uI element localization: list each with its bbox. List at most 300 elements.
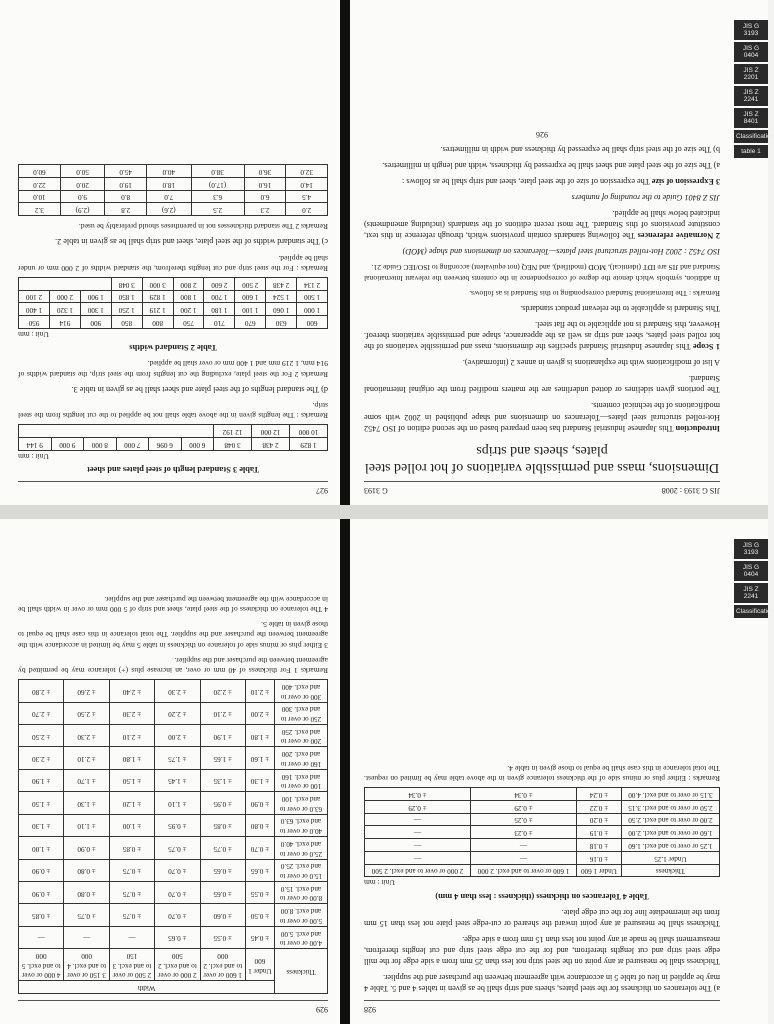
page-928: [346, 519, 774, 1024]
table-cell: 50.0: [60, 165, 105, 178]
table-cell: ± 0.65: [200, 882, 245, 904]
page-code: G 3193: [364, 486, 388, 495]
table-row: [19, 882, 328, 904]
table-cell: ± 0.60: [200, 904, 245, 926]
table-cell: ± 0.70: [245, 837, 274, 859]
table-cell: 7 000: [116, 438, 148, 451]
table-cell: 4.00 or over to and excl. 5.00: [274, 926, 327, 948]
table-cell: ± 2.60: [64, 680, 109, 702]
table-cell: ± 0.23: [471, 826, 577, 839]
table-cell: [19, 425, 214, 438]
width-remark: Remarks : For the steel strip and cut lengths therefrom, the standard widths of 2 000 mm or under shall be applied.: [18, 253, 328, 273]
table-row: [365, 839, 720, 852]
intro-3: A list of modifications with the explanations is given in annex 2 (informative).: [462, 358, 720, 368]
table-cell: 32.0: [286, 165, 328, 178]
table-cell: ± 0.65: [200, 859, 245, 881]
table3: [18, 424, 328, 450]
expr-text: The expression of size of the steel plate, sheet and strip shall be as follows :: [401, 176, 650, 186]
measure-1: Thickness shall be measured at any point on the steel strip not less than 25 mm from a side edge for the mill edge steel strip and cut lengths therefrom, and for the cut edge steel strip and cut lengths therefrom, measurement shall be made at any point not less than 15 mm from a side edge.: [364, 934, 720, 967]
table-cell: 40.0: [147, 165, 192, 178]
page-divider: [0, 505, 768, 519]
table-row: [19, 438, 328, 451]
table4: [364, 787, 720, 877]
table-cell: 2.50 or over to and excl. 3.15: [621, 800, 719, 813]
table-cell: ± 0.85: [109, 837, 154, 859]
expr-a: a) The size of the steel plate and sheet shall be expressed by thickness, width and length in millimetres.: [382, 160, 720, 170]
table-cell: ± 0.95: [200, 792, 245, 814]
table-cell: ± 2.20: [155, 702, 200, 724]
table-cell: ± 0.50: [245, 904, 274, 926]
table-cell: 2.8: [105, 203, 147, 216]
table-cell: ± 0.80: [64, 882, 109, 904]
table-row: [19, 904, 328, 926]
table-row: [19, 203, 328, 216]
table3-unit: Unit : mm: [18, 451, 49, 461]
table-cell: ± 0.55: [200, 926, 245, 948]
table-cell: ± 0.90: [245, 792, 274, 814]
table-row: [19, 769, 328, 791]
table-cell: 670: [235, 316, 266, 329]
table-cell: ± 0.24: [577, 788, 622, 801]
table-cell: 1 320: [49, 303, 80, 316]
table-row: [19, 290, 328, 303]
table-cell: 3.15 or over to and excl. 4.00: [621, 788, 719, 801]
standard-header: JIS G 3193 : 2008: [661, 486, 720, 495]
table-cell: ± 2.50: [19, 724, 64, 746]
table-row: [19, 814, 328, 836]
table-cell: 950: [19, 316, 50, 329]
intro-2: The portions given sidelines or dotted underlines are the matters modified from the original International Standard.: [364, 374, 720, 395]
table-row: [19, 177, 328, 190]
table-cell: 63.0 or over to and excl. 100: [274, 792, 327, 814]
remark-1b: In addition, symbols which denote the degree of correspondence in the contents between the relevant International Standard and JIS are IDT (identical), MOD (modified), and NEQ (not equivalent) according to ISO/IEC Guide 21.: [364, 263, 720, 283]
table-cell: 100 or over to and excl. 160: [274, 769, 327, 791]
table-cell: 14.0: [286, 177, 328, 190]
remark-4: 4 The tolerance on thickness of the steel plate, sheet and strip of 5 000 mm or over in width shall be in accordance with the agreement between the purchaser and the supplier.: [18, 594, 328, 614]
table-cell: 15.0 or over to and excl. 25.0: [274, 859, 327, 881]
table-cell: ± 1.80: [109, 747, 154, 769]
table-cell: ± 1.35: [200, 769, 245, 791]
table-cell: ± 0.20: [577, 813, 622, 826]
page-926: [346, 0, 774, 505]
thickness-remark: Remarks 2 The standard thicknesses not in parentheses should preferably be used.: [78, 222, 328, 232]
table-cell: 2.3: [244, 203, 286, 216]
col-header: Under 1 600: [245, 949, 274, 981]
table-cell: ± 2.30: [155, 680, 200, 702]
table-cell: —: [109, 926, 154, 948]
page-929-content: [18, 529, 328, 1014]
table-cell: 2 500: [235, 277, 266, 290]
remark-1: Remarks : The International Standard corresponding to this Standard is as follows.: [469, 288, 720, 298]
table-cell: 630: [266, 316, 297, 329]
table-cell: ± 1.00: [19, 837, 64, 859]
table-cell: ± 1.30: [245, 769, 274, 791]
scope-text: This Japanese Industrial Standard specifies the dimensions, mass and permissible variations of the hot rolled steel plates, sheet and strip as well as the appearance, shape and permissible variations thereof. However, this Standard is not applicable to the flat steel.: [363, 320, 720, 352]
table-cell: 1 100: [235, 303, 266, 316]
table-cell: ± 1.30: [64, 792, 109, 814]
scope: [364, 319, 720, 352]
index-tab[interactable]: JIS G 0404: [734, 42, 768, 62]
table3-remark: Remarks : The lengths given in the above table shall not be applied to the cut lengths from the steel strip.: [18, 401, 328, 421]
table-cell: 2 600: [204, 277, 235, 290]
table-cell: 8.0: [105, 190, 147, 203]
table-cell: —: [365, 813, 471, 826]
table5-remark: Remarks 1 For thickness of 40 mm or over, an increase plus (+) tolerance may be permitted by agreement between the purchaser and the supplier.: [18, 655, 328, 676]
table2-unit: Unit : mm: [18, 329, 49, 339]
table-row: [19, 303, 328, 316]
page-number: 927: [316, 486, 328, 495]
table-cell: ± 1.80: [245, 724, 274, 746]
table-cell: —: [19, 926, 64, 948]
table-row: [19, 792, 328, 814]
refs-text: The following standards contain provisions which, through reference in this text, constitute provisions of this Standard. The most recent editions of the standards (including amendments) indicated below shall be applied.: [364, 209, 720, 241]
page-number: 929: [316, 1005, 328, 1014]
table-cell: 1 200: [173, 303, 204, 316]
col-header: 2 000 or over to and excl. 2 500: [365, 864, 471, 877]
table-cell: ± 1.90: [19, 769, 64, 791]
table-cell: 800: [142, 316, 173, 329]
refs-heading: 2 Normative references: [637, 231, 720, 241]
table-cell: 1 250: [111, 303, 142, 316]
index-tab[interactable]: JIS Z 2241: [734, 86, 768, 106]
table-cell: ± 0.75: [155, 837, 200, 859]
table-cell: ± 0.95: [155, 814, 200, 836]
table-cell: 1.25 or over to and excl. 1.60: [621, 839, 719, 852]
table-cell: 9 000: [51, 438, 83, 451]
table-cell: ± 0.70: [155, 904, 200, 926]
table-cell: ± 1.90: [200, 724, 245, 746]
table-cell: ± 2.00: [245, 702, 274, 724]
table-cell: —: [471, 839, 577, 852]
index-tab[interactable]: Classification: [734, 130, 768, 143]
page-header: [364, 1000, 720, 1014]
table-cell: 1 060: [266, 303, 297, 316]
table-cell: 1 180: [204, 303, 235, 316]
table-cell: 300 or over to and excl. 400: [274, 680, 327, 702]
table4-caption: Table 4 Tolerances on thickness (thickness : less than 4 mm): [435, 891, 649, 901]
table-row: [19, 680, 328, 702]
table-cell: 900: [80, 316, 111, 329]
table-cell: ± 0.29: [365, 800, 471, 813]
page-header: [18, 481, 328, 495]
index-tab[interactable]: JIS G 0404: [734, 561, 768, 581]
table-cell: 12 000: [252, 425, 290, 438]
table-header-row: [365, 864, 720, 877]
table-cell: 3 048: [214, 438, 252, 451]
table-cell: ± 2.30: [64, 724, 109, 746]
page-header: [364, 481, 720, 495]
table-cell: 200 or over to and excl. 250: [274, 724, 327, 746]
table-row: [19, 425, 328, 438]
table-cell: ± 0.90: [19, 882, 64, 904]
table-cell: 8.00 or over to and excl. 15.0: [274, 882, 327, 904]
table-cell: ± 0.70: [155, 882, 200, 904]
page-number: 926: [536, 129, 548, 139]
table-cell: 10.0: [19, 190, 61, 203]
table-cell: 25.0 or over to and excl. 40.0: [274, 837, 327, 859]
expr-b: b) The size of the steel strip shall be expressed by thickness and width in millimetres.: [440, 144, 720, 154]
table-cell: 1 000: [297, 303, 328, 316]
expression-of-size: [364, 176, 720, 187]
table-cell: ± 2.10: [200, 702, 245, 724]
table-cell: ± 0.34: [471, 788, 577, 801]
table-row: [19, 859, 328, 881]
table-row: [365, 826, 720, 839]
table-cell: ± 1.50: [109, 769, 154, 791]
table-cell: ± 2.10: [64, 747, 109, 769]
table-cell: ± 0.45: [245, 926, 274, 948]
table-cell: ± 0.16: [577, 851, 622, 864]
table4-remark: Remarks : Either plus or minus side of the thickness tolerance given in the above table may be limited on request. The total tolerance in this case shall be equal to those given in table 4.: [364, 764, 720, 784]
table-cell: ± 2.10: [109, 724, 154, 746]
table-row: [19, 702, 328, 724]
table-cell: ± 2.10: [245, 680, 274, 702]
table-row: [365, 851, 720, 864]
table-row: [365, 788, 720, 801]
table-cell: ± 2.30: [19, 747, 64, 769]
page-928-content: [364, 529, 720, 1014]
table-cell: 9.0: [60, 190, 105, 203]
table-cell: 12 192: [214, 425, 252, 438]
table-cell: 8 000: [84, 438, 116, 451]
table-cell: —: [365, 826, 471, 839]
table-cell: 2.00 or over to and excl. 2.50: [621, 813, 719, 826]
table-cell: 45.0: [105, 165, 147, 178]
document-title: Dimensions, mass and permissible variations of hot rolled steel plates, sheets and strips: [364, 443, 720, 476]
table-cell: ± 0.90: [64, 837, 109, 859]
table-cell: ± 0.75: [109, 882, 154, 904]
col-width: Width: [19, 981, 275, 994]
table-cell: 914: [49, 316, 80, 329]
table-cell: 1 600: [235, 290, 266, 303]
table-cell: —: [365, 839, 471, 852]
table-cell: 3 048: [111, 277, 142, 290]
table-cell: ± 1.00: [109, 814, 154, 836]
table-cell: ± 1.30: [19, 814, 64, 836]
table-cell: ± 0.25: [471, 813, 577, 826]
table1-continued: [18, 164, 328, 216]
table-row: [19, 165, 328, 178]
col-header: 3 150 or over to and excl. 4 000: [64, 949, 109, 981]
table-cell: —: [365, 851, 471, 864]
table-cell: 6 096: [149, 438, 181, 451]
table-cell: —: [471, 851, 577, 864]
clause-a: a) The tolerances on thickness for the steel plates, sheets and strip shall be as given in tables 4 and 5. Table 4 may be applied in lieu of table 5 in accordance with agreement between the purchaser and the supplier.: [364, 973, 720, 994]
table-cell: 22.0: [19, 177, 61, 190]
page-header: [18, 1000, 328, 1014]
table-cell: ± 2.50: [64, 702, 109, 724]
col-header: Under 1 600: [577, 864, 622, 877]
table-cell: 2 438: [266, 277, 297, 290]
table-cell: ± 0.65: [155, 926, 200, 948]
table-cell: ± 1.70: [64, 769, 109, 791]
remark-3: 3 Either plus or minus side of tolerance on thickness in table 5 may be limited in accordance with the agreement between the purchaser and the supplier. The total tolerance in this case shall be equal to those given in table 5.: [18, 620, 328, 650]
table5: [18, 679, 328, 994]
table-cell: ± 2.20: [200, 680, 245, 702]
intro-text: This Japanese Industrial Standard has been prepared based on the second edition of ISO 7452 Hot-rolled structural steel plates—Tolerances on dimensions and shape published in 2002 with some modifications of the technical contents.: [364, 401, 720, 433]
page-929: [0, 519, 346, 1024]
table-cell: 750: [173, 316, 204, 329]
table-cell: ± 0.80: [64, 859, 109, 881]
expr-heading: 3 Expression of size: [651, 176, 720, 186]
table-cell: ± 2.80: [19, 680, 64, 702]
table-cell: 6.3: [191, 190, 244, 203]
table-row: [19, 190, 328, 203]
table-cell: 160 or over to and excl. 200: [274, 747, 327, 769]
clause-d: d) The standard lengths of the steel plate and sheet shall be as given in table 3.: [71, 384, 328, 394]
table-cell: ± 0.75: [109, 859, 154, 881]
table-cell: ± 0.22: [577, 800, 622, 813]
table-row: [19, 316, 328, 329]
table2-caption: Table 2 Standard widths: [129, 343, 217, 353]
table-cell: 4.5: [286, 190, 328, 203]
table-cell: ± 0.80: [245, 814, 274, 836]
table-cell: ± 2.70: [19, 702, 64, 724]
index-tabs: [734, 20, 774, 480]
table-row: [365, 800, 720, 813]
table-cell: (2.9): [60, 203, 105, 216]
table-cell: ± 2.00: [155, 724, 200, 746]
remark-2: Remarks 2 For the steel plate, excluding the cut lengths from the steel strip, the standard widths of 914 mm, 1 219 mm and 1 400 mm or over shall be applied.: [18, 359, 328, 379]
table-cell: ± 1.10: [64, 814, 109, 836]
introduction: [364, 400, 720, 433]
table-cell: 1 800: [173, 290, 204, 303]
index-tab[interactable]: JIS G 3193: [734, 539, 768, 559]
table-cell: 2 438: [252, 438, 290, 451]
table-cell: 1 829: [142, 290, 173, 303]
table-cell: —: [64, 926, 109, 948]
table-cell: 1 400: [19, 303, 50, 316]
scope-heading: 1 Scope: [692, 342, 720, 352]
table-cell: 19.0: [105, 177, 147, 190]
table-row: [19, 277, 328, 290]
jis-z-8401: JIS Z 8401 Guide to the rounding of numbers: [571, 192, 720, 202]
table-cell: 1 524: [266, 290, 297, 303]
table-row: [19, 724, 328, 746]
table-cell: Under 1.25: [621, 851, 719, 864]
table-cell: 1 219: [142, 303, 173, 316]
table-cell: 1 900: [80, 290, 111, 303]
table-cell: 18.0: [147, 177, 192, 190]
table-cell: ± 1.65: [200, 747, 245, 769]
intro-heading: Introduction: [675, 423, 720, 433]
table-cell: 40.0 or over to and excl. 63.0: [274, 814, 327, 836]
col-header: 1 600 or over to and excl. 2 000: [471, 864, 577, 877]
table-cell: 1 829: [290, 438, 328, 451]
table-cell: ± 0.55: [245, 882, 274, 904]
table-cell: ± 0.90: [19, 859, 64, 881]
col-header: 4 000 or over to and excl. 5 000: [19, 949, 64, 981]
index-tab[interactable]: table 1: [734, 145, 768, 158]
page-926-content: [364, 10, 720, 495]
table-cell: 1 850: [111, 290, 142, 303]
table-cell: 60.0: [19, 165, 61, 178]
table-cell: 250 or over to and excl. 300: [274, 702, 327, 724]
table-cell: 9 144: [19, 438, 52, 451]
index-tabs: [734, 539, 774, 839]
page-number: 928: [364, 1005, 376, 1014]
table-cell: 2 000: [49, 290, 80, 303]
table-cell: 850: [111, 316, 142, 329]
table-cell: 5.00 or over to and excl. 8.00: [274, 904, 327, 926]
table-cell: ± 0.75: [200, 837, 245, 859]
table-cell: ± 0.85: [19, 904, 64, 926]
table-cell: 1.60 or over to and excl. 2.00: [621, 826, 719, 839]
table-cell: 600: [297, 316, 328, 329]
table-row: [19, 747, 328, 769]
index-tab[interactable]: JIS G 3193: [734, 20, 768, 40]
index-tab[interactable]: JIS Z 2201: [734, 64, 768, 84]
col-header: 2 000 or over to and excl. 2 500: [155, 949, 200, 981]
table-cell: ± 0.65: [245, 859, 274, 881]
index-tab[interactable]: JIS Z 2241: [734, 583, 768, 603]
table-cell: 2.0: [286, 203, 328, 216]
table-cell: 2 134: [297, 277, 328, 290]
measure-2: Thickness shall be measured at any point inward the sheared or cut-edge steel plate not less than 15 mm from the intermediate line for the cut edge plate.: [364, 907, 720, 928]
index-tab[interactable]: JIS Z 8401: [734, 108, 768, 128]
table-cell: ± 1.45: [155, 769, 200, 791]
table-cell: 6 000: [181, 438, 213, 451]
col-header: 2 500 or over to and excl. 3 150: [109, 949, 154, 981]
table-cell: ± 1.20: [109, 792, 154, 814]
table-header-row: [19, 981, 328, 994]
col-thickness: Thickness: [274, 949, 327, 994]
table-cell: 2.5: [191, 203, 244, 216]
table-cell: ± 0.18: [577, 839, 622, 852]
table-cell: [19, 277, 112, 290]
table-cell: ± 1.10: [155, 792, 200, 814]
table-cell: ± 1.75: [155, 747, 200, 769]
table-cell: ± 0.75: [109, 904, 154, 926]
table-row: [19, 926, 328, 948]
index-tab[interactable]: Classification: [734, 605, 768, 618]
table-cell: 2 100: [19, 290, 50, 303]
table3-caption: Table 3 Standard length of steel plates and sheet: [87, 465, 259, 475]
table-cell: ± 2.30: [109, 702, 154, 724]
table-cell: ± 1.50: [19, 792, 64, 814]
table-cell: ± 0.34: [365, 788, 471, 801]
table-cell: ± 2.40: [109, 680, 154, 702]
table-cell: 7.0: [147, 190, 192, 203]
table2: [18, 277, 328, 329]
iso-reference: ISO 7452 : 2002 Hot-rolled structural steel plates—Tolerances on dimensions and shape (MOD): [402, 247, 720, 257]
table-cell: 10 000: [290, 425, 328, 438]
table-cell: (17.0): [191, 177, 244, 190]
normative-references: [364, 208, 720, 241]
table-cell: 16.0: [244, 177, 286, 190]
table-cell: ± 0.70: [155, 859, 200, 881]
table-cell: (2.6): [147, 203, 192, 216]
table-cell: 3.2: [19, 203, 61, 216]
table-cell: ± 0.29: [471, 800, 577, 813]
table-cell: 1 700: [204, 290, 235, 303]
clause-c: c) The standard widths of the steel plate, sheet and strip shall be as given in table 2.: [55, 237, 328, 247]
table-cell: 20.0: [60, 177, 105, 190]
table-cell: 1 500: [297, 290, 328, 303]
col-header: 1 600 or over to and excl. 2 000: [200, 949, 245, 981]
page-927: [0, 0, 346, 505]
table-cell: 6.0: [244, 190, 286, 203]
table-row: [365, 813, 720, 826]
col-header: Thickness: [621, 864, 719, 877]
scope-2: This Standard is applicable to the relevant product standards.: [520, 304, 720, 314]
table-cell: ± 0.19: [577, 826, 622, 839]
table4-unit: Unit : mm: [364, 878, 395, 888]
table-cell: 2 800: [173, 277, 204, 290]
table-cell: 3 000: [142, 277, 173, 290]
table-cell: ± 1.60: [245, 747, 274, 769]
table-cell: ± 0.85: [200, 814, 245, 836]
